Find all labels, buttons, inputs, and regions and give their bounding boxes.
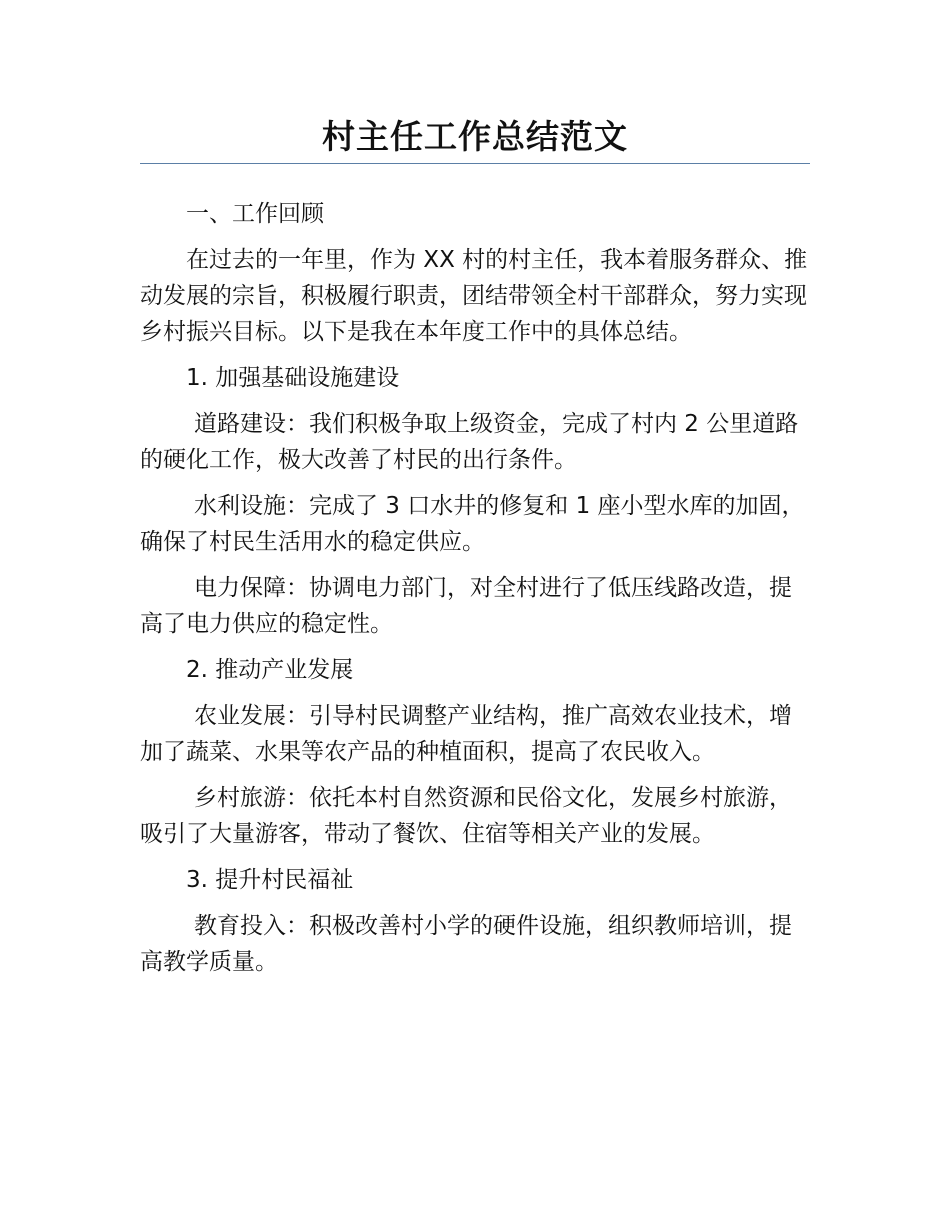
subheading-welfare: 3. 提升村民福祉 [186, 867, 354, 893]
item-education: 教育投入：积极改善村小学的硬件设施，组织教师培训，提高教学质量。 [140, 913, 792, 975]
intro-paragraph: 在过去的一年里，作为 XX 村的村主任，我本着服务群众、推动发展的宗旨，积极履行职责，团结带领全村干部群众，努力实现乡村振兴目标。以下是我在本年度工作中的具体总结。 [140, 247, 808, 345]
section-heading-review: 一、工作回顾 [186, 201, 324, 227]
subheading-infrastructure: 1. 加强基础设施建设 [186, 365, 400, 391]
document-body [140, 196, 812, 990]
item-road-construction: 道路建设：我们积极争取上级资金，完成了村内 2 公里道路的硬化工作，极大改善了村民的出行条件。 [140, 411, 799, 473]
subheading-industry: 2. 推动产业发展 [186, 657, 354, 683]
item-agriculture: 农业发展：引导村民调整产业结构，推广高效农业技术，增加了蔬菜、水果等农产品的种植面积，提高了农民收入。 [140, 703, 792, 765]
document-title: 村主任工作总结范文 [322, 117, 628, 156]
item-power-supply: 电力保障：协调电力部门，对全村进行了低压线路改造，提高了电力供应的稳定性。 [140, 575, 792, 637]
title-underline [140, 163, 810, 164]
item-rural-tourism: 乡村旅游：依托本村自然资源和民俗文化，发展乡村旅游，吸引了大量游客，带动了餐饮、住宿等相关产业的发展。 [140, 785, 792, 847]
item-water-facilities: 水利设施：完成了 3 口水井的修复和 1 座小型水库的加固，确保了村民生活用水的稳定供应。 [140, 493, 805, 555]
